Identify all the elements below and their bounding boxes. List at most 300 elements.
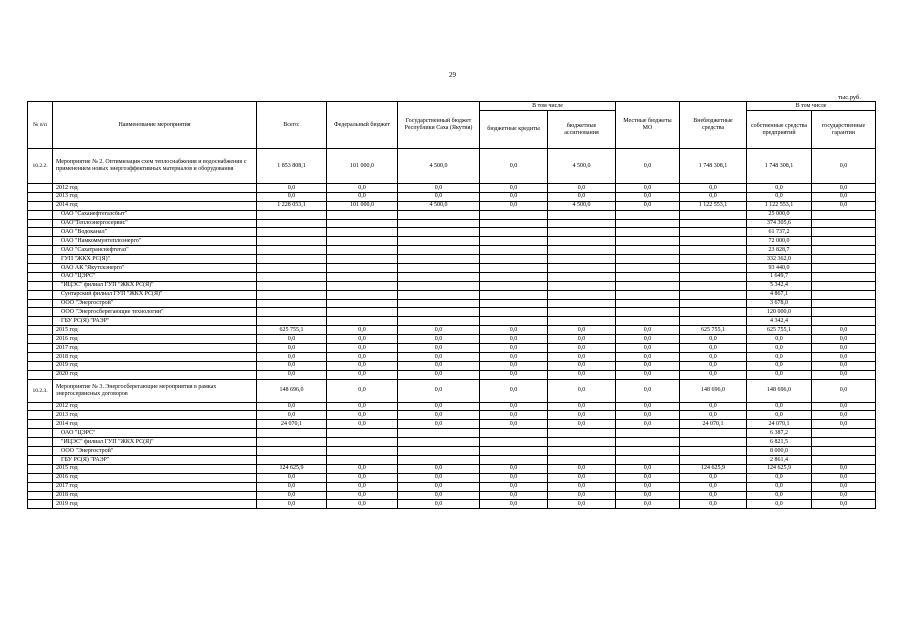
code-cell xyxy=(28,464,53,473)
value-cell: 0,0 xyxy=(257,482,327,491)
value-cell: 148 696,0 xyxy=(680,379,747,402)
empty-cell xyxy=(480,255,548,264)
empty-cell xyxy=(257,264,327,273)
header-assign: бюджетные ассигнования xyxy=(548,111,616,149)
empty-cell xyxy=(398,317,480,326)
value-cell: 0,0 xyxy=(327,192,398,201)
table-row xyxy=(28,464,876,473)
empty-cell xyxy=(548,455,616,464)
empty-cell xyxy=(680,246,747,255)
empty-cell xyxy=(480,455,548,464)
empty-cell xyxy=(680,308,747,317)
value-cell: 0,0 xyxy=(812,149,876,184)
value-cell: 0,0 xyxy=(812,411,876,420)
own-funds-value: 25 000,0 xyxy=(747,210,812,219)
year-label: 2019 год xyxy=(53,361,257,370)
empty-cell xyxy=(257,290,327,299)
empty-cell xyxy=(812,246,876,255)
own-funds-value: 6 821,5 xyxy=(747,438,812,447)
value-cell: 0,0 xyxy=(398,361,480,370)
value-cell: 0,0 xyxy=(747,473,812,482)
empty-cell xyxy=(257,237,327,246)
value-cell: 0,0 xyxy=(327,420,398,429)
empty-cell xyxy=(812,272,876,281)
value-cell: 0,0 xyxy=(747,335,812,344)
value-cell: 0,0 xyxy=(747,402,812,411)
value-cell: 0,0 xyxy=(616,491,680,500)
value-cell: 0,0 xyxy=(680,491,747,500)
value-cell: 625 755,1 xyxy=(257,326,327,335)
value-cell: 0,0 xyxy=(680,370,747,379)
value-cell: 0,0 xyxy=(812,482,876,491)
own-funds-value: 23 828,7 xyxy=(747,246,812,255)
value-cell: 0,0 xyxy=(257,370,327,379)
value-cell: 0,0 xyxy=(257,411,327,420)
value-cell: 0,0 xyxy=(257,361,327,370)
value-cell: 0,0 xyxy=(480,420,548,429)
value-cell: 0,0 xyxy=(480,464,548,473)
empty-cell xyxy=(480,308,548,317)
empty-cell xyxy=(480,219,548,228)
empty-cell xyxy=(616,299,680,308)
measure-name: Мероприятие № 2. Оптимизация схем теплоснабжения и водоснабжения с применением новых энергоэффективных материалов и оборудования xyxy=(53,149,257,184)
empty-cell xyxy=(327,219,398,228)
empty-cell xyxy=(548,447,616,456)
own-funds-value: 6 387,2 xyxy=(747,429,812,438)
empty-cell xyxy=(548,219,616,228)
value-cell: 0,0 xyxy=(812,491,876,500)
value-cell: 0,0 xyxy=(616,192,680,201)
value-cell: 0,0 xyxy=(812,420,876,429)
empty-cell xyxy=(548,317,616,326)
empty-cell xyxy=(680,210,747,219)
year-label: 2018 год xyxy=(53,491,257,500)
empty-cell xyxy=(257,219,327,228)
value-cell: 0,0 xyxy=(327,402,398,411)
code-cell xyxy=(28,473,53,482)
value-cell: 0,0 xyxy=(812,361,876,370)
value-cell: 0,0 xyxy=(398,491,480,500)
value-cell: 0,0 xyxy=(616,361,680,370)
organization-name: ОАО "ЦЭРС" xyxy=(53,429,257,438)
empty-cell xyxy=(680,290,747,299)
value-cell: 0,0 xyxy=(327,184,398,193)
value-cell: 0,0 xyxy=(480,500,548,509)
table-row xyxy=(28,420,876,429)
code-cell xyxy=(28,491,53,500)
value-cell: 0,0 xyxy=(812,402,876,411)
value-cell: 0,0 xyxy=(616,335,680,344)
value-cell: 101 000,0 xyxy=(327,201,398,210)
value-cell: 0,0 xyxy=(327,326,398,335)
empty-cell xyxy=(680,429,747,438)
year-label: 2016 год xyxy=(53,473,257,482)
header-no: № п/п xyxy=(28,102,53,149)
empty-cell xyxy=(257,228,327,237)
value-cell: 0,0 xyxy=(327,361,398,370)
empty-cell xyxy=(548,281,616,290)
organization-name: ОАО "Намкоммунтеплоэнерго" xyxy=(53,237,257,246)
organization-name: ООО "Энергосберегающие технологии" xyxy=(53,308,257,317)
empty-cell xyxy=(480,228,548,237)
value-cell: 0,0 xyxy=(480,344,548,353)
code-cell xyxy=(28,237,53,246)
value-cell: 0,0 xyxy=(616,344,680,353)
value-cell: 0,0 xyxy=(480,326,548,335)
table-row xyxy=(28,201,876,210)
year-label: 2017 год xyxy=(53,344,257,353)
value-cell: 0,0 xyxy=(548,464,616,473)
organization-name: ОАО "Сахаиефтегазсбыт" xyxy=(53,210,257,219)
value-cell: 0,0 xyxy=(548,344,616,353)
value-cell: 0,0 xyxy=(747,352,812,361)
empty-cell xyxy=(327,299,398,308)
empty-cell xyxy=(680,228,747,237)
value-cell: 0,0 xyxy=(616,473,680,482)
value-cell: 0,0 xyxy=(480,402,548,411)
value-cell: 4 500,0 xyxy=(398,149,480,184)
value-cell: 0,0 xyxy=(616,326,680,335)
code-cell xyxy=(28,344,53,353)
value-cell: 148 696,0 xyxy=(747,379,812,402)
empty-cell xyxy=(327,317,398,326)
value-cell: 0,0 xyxy=(680,473,747,482)
own-funds-value: 4 342,4 xyxy=(747,317,812,326)
value-cell: 0,0 xyxy=(548,352,616,361)
value-cell: 1 853 808,1 xyxy=(257,149,327,184)
value-cell: 0,0 xyxy=(548,370,616,379)
empty-cell xyxy=(327,210,398,219)
own-funds-value: 5 342,4 xyxy=(747,281,812,290)
table-row xyxy=(28,500,876,509)
value-cell: 0,0 xyxy=(398,184,480,193)
value-cell: 0,0 xyxy=(548,500,616,509)
header-state: Государственный бюджет Республики Саха (Якутия) xyxy=(398,102,480,149)
value-cell: 0,0 xyxy=(548,361,616,370)
value-cell: 0,0 xyxy=(257,344,327,353)
empty-cell xyxy=(812,281,876,290)
value-cell: 0,0 xyxy=(747,370,812,379)
value-cell: 0,0 xyxy=(747,411,812,420)
value-cell: 0,0 xyxy=(398,500,480,509)
empty-cell xyxy=(257,447,327,456)
organization-name: ГУП "ЖКХ РС(Я)" xyxy=(53,255,257,264)
table-row xyxy=(28,455,876,464)
empty-cell xyxy=(257,317,327,326)
empty-cell xyxy=(398,447,480,456)
value-cell: 0,0 xyxy=(398,420,480,429)
code-cell xyxy=(28,411,53,420)
value-cell: 0,0 xyxy=(480,352,548,361)
value-cell: 0,0 xyxy=(747,491,812,500)
empty-cell xyxy=(680,237,747,246)
measure-code: 10.2.2. xyxy=(28,149,53,184)
value-cell: 0,0 xyxy=(257,192,327,201)
value-cell: 0,0 xyxy=(616,482,680,491)
value-cell: 0,0 xyxy=(616,464,680,473)
value-cell: 0,0 xyxy=(327,482,398,491)
empty-cell xyxy=(548,255,616,264)
empty-cell xyxy=(327,447,398,456)
value-cell: 625 755,1 xyxy=(680,326,747,335)
value-cell: 0,0 xyxy=(616,149,680,184)
value-cell: 0,0 xyxy=(327,344,398,353)
code-cell xyxy=(28,438,53,447)
organization-name: ОАО "Водоканал" xyxy=(53,228,257,237)
empty-cell xyxy=(548,429,616,438)
empty-cell xyxy=(257,210,327,219)
empty-cell xyxy=(680,317,747,326)
table-row xyxy=(28,352,876,361)
own-funds-value: 3 678,0 xyxy=(747,299,812,308)
empty-cell xyxy=(616,447,680,456)
empty-cell xyxy=(257,429,327,438)
value-cell: 0,0 xyxy=(812,500,876,509)
empty-cell xyxy=(480,317,548,326)
header-incl-group-2: В том числе xyxy=(747,102,876,111)
value-cell: 0,0 xyxy=(548,473,616,482)
empty-cell xyxy=(480,447,548,456)
value-cell: 0,0 xyxy=(327,464,398,473)
empty-cell xyxy=(812,317,876,326)
empty-cell xyxy=(548,299,616,308)
table-row xyxy=(28,272,876,281)
units-label: тыс.руб. xyxy=(838,94,861,101)
value-cell: 0,0 xyxy=(480,149,548,184)
value-cell: 0,0 xyxy=(327,379,398,402)
value-cell: 4 500,0 xyxy=(548,149,616,184)
table-row xyxy=(28,379,876,402)
value-cell: 0,0 xyxy=(812,326,876,335)
table-row xyxy=(28,429,876,438)
year-label: 2014 год xyxy=(53,201,257,210)
empty-cell xyxy=(812,429,876,438)
empty-cell xyxy=(398,237,480,246)
value-cell: 0,0 xyxy=(747,361,812,370)
empty-cell xyxy=(398,272,480,281)
empty-cell xyxy=(680,219,747,228)
value-cell: 124 625,9 xyxy=(680,464,747,473)
organization-name: ОАО "ЦЭРС" xyxy=(53,272,257,281)
own-funds-value: 4 867,1 xyxy=(747,290,812,299)
empty-cell xyxy=(480,264,548,273)
year-label: 2020 год xyxy=(53,370,257,379)
empty-cell xyxy=(812,308,876,317)
table-row xyxy=(28,299,876,308)
empty-cell xyxy=(616,228,680,237)
header-federal: Федеральный бюджет xyxy=(327,102,398,149)
empty-cell xyxy=(812,237,876,246)
value-cell: 0,0 xyxy=(257,500,327,509)
empty-cell xyxy=(398,290,480,299)
page-number: 29 xyxy=(449,71,456,79)
table-row xyxy=(28,290,876,299)
year-label: 2012 год xyxy=(53,402,257,411)
value-cell: 0,0 xyxy=(480,192,548,201)
value-cell: 0,0 xyxy=(680,402,747,411)
table-row xyxy=(28,447,876,456)
empty-cell xyxy=(327,281,398,290)
year-label: 2013 год xyxy=(53,192,257,201)
empty-cell xyxy=(327,429,398,438)
year-label: 2012 год xyxy=(53,184,257,193)
value-cell: 24 070,1 xyxy=(257,420,327,429)
value-cell: 0,0 xyxy=(480,335,548,344)
code-cell xyxy=(28,361,53,370)
value-cell: 0,0 xyxy=(480,411,548,420)
measure-name: Мероприятие № 3. Энергосберегающие мероприятия в рамках энергосервисных договоров xyxy=(53,379,257,402)
own-funds-value: 8 000,0 xyxy=(747,447,812,456)
code-cell xyxy=(28,219,53,228)
own-funds-value: 61 737,2 xyxy=(747,228,812,237)
empty-cell xyxy=(327,264,398,273)
value-cell: 0,0 xyxy=(616,352,680,361)
table-row xyxy=(28,255,876,264)
header-total: Всего: xyxy=(257,102,327,149)
table-row xyxy=(28,335,876,344)
table-row xyxy=(28,184,876,193)
empty-cell xyxy=(812,455,876,464)
value-cell: 0,0 xyxy=(812,352,876,361)
code-cell xyxy=(28,299,53,308)
empty-cell xyxy=(398,438,480,447)
table-row xyxy=(28,344,876,353)
code-cell xyxy=(28,420,53,429)
table-row xyxy=(28,326,876,335)
code-cell xyxy=(28,352,53,361)
own-funds-value: 93 440,0 xyxy=(747,264,812,273)
header-own: собственные средства предприятий xyxy=(747,111,812,149)
empty-cell xyxy=(616,264,680,273)
value-cell: 0,0 xyxy=(812,464,876,473)
empty-cell xyxy=(327,255,398,264)
value-cell: 0,0 xyxy=(548,411,616,420)
empty-cell xyxy=(680,255,747,264)
value-cell: 4 500,0 xyxy=(548,201,616,210)
own-funds-value: 72 000,0 xyxy=(747,237,812,246)
empty-cell xyxy=(480,237,548,246)
value-cell: 0,0 xyxy=(812,184,876,193)
empty-cell xyxy=(680,455,747,464)
value-cell: 0,0 xyxy=(257,335,327,344)
empty-cell xyxy=(257,272,327,281)
code-cell xyxy=(28,201,53,210)
empty-cell xyxy=(616,317,680,326)
value-cell: 0,0 xyxy=(616,402,680,411)
table-row xyxy=(28,317,876,326)
table-row xyxy=(28,149,876,184)
header-name: Наименование мероприятия xyxy=(53,102,257,149)
value-cell: 148 696,0 xyxy=(257,379,327,402)
own-funds-value: 2 861,4 xyxy=(747,455,812,464)
table-row xyxy=(28,361,876,370)
table-row xyxy=(28,491,876,500)
empty-cell xyxy=(616,308,680,317)
empty-cell xyxy=(480,246,548,255)
empty-cell xyxy=(257,299,327,308)
organization-name: ГБУ РС(Я) "РАЭР" xyxy=(53,455,257,464)
header-offbudget: Внебюджетные средства xyxy=(680,102,747,149)
value-cell: 0,0 xyxy=(680,192,747,201)
empty-cell xyxy=(398,264,480,273)
value-cell: 0,0 xyxy=(257,491,327,500)
organization-name: ООО "Энергострой" xyxy=(53,447,257,456)
empty-cell xyxy=(548,210,616,219)
empty-cell xyxy=(480,210,548,219)
organization-name: "ИЦЭС" филиал ГУП "ЖКХ РС(Я)" xyxy=(53,438,257,447)
code-cell xyxy=(28,272,53,281)
value-cell: 0,0 xyxy=(398,402,480,411)
organization-name: ООО "Энергострой" xyxy=(53,299,257,308)
value-cell: 0,0 xyxy=(327,473,398,482)
value-cell: 0,0 xyxy=(327,500,398,509)
empty-cell xyxy=(548,264,616,273)
empty-cell xyxy=(398,255,480,264)
organization-name: ОАО АК "Якутскэнерго" xyxy=(53,264,257,273)
year-label: 2016 год xyxy=(53,335,257,344)
year-label: 2015 год xyxy=(53,464,257,473)
value-cell: 0,0 xyxy=(616,411,680,420)
value-cell: 1 748 308,1 xyxy=(747,149,812,184)
value-cell: 0,0 xyxy=(257,352,327,361)
organization-name: "ИЦЭС" филиал ГУП "ЖКХ РС(Я)" xyxy=(53,281,257,290)
empty-cell xyxy=(812,264,876,273)
value-cell: 0,0 xyxy=(812,379,876,402)
header-incl-group-1: В том числе xyxy=(480,102,616,111)
value-cell: 0,0 xyxy=(480,491,548,500)
code-cell xyxy=(28,210,53,219)
value-cell: 0,0 xyxy=(680,352,747,361)
code-cell xyxy=(28,308,53,317)
value-cell: 24 070,1 xyxy=(680,420,747,429)
value-cell: 0,0 xyxy=(480,370,548,379)
table-row xyxy=(28,246,876,255)
empty-cell xyxy=(480,272,548,281)
empty-cell xyxy=(257,281,327,290)
value-cell: 0,0 xyxy=(327,411,398,420)
empty-cell xyxy=(257,246,327,255)
table-row xyxy=(28,473,876,482)
year-label: 2018 год xyxy=(53,352,257,361)
empty-cell xyxy=(812,290,876,299)
value-cell: 0,0 xyxy=(257,402,327,411)
empty-cell xyxy=(480,438,548,447)
empty-cell xyxy=(680,299,747,308)
empty-cell xyxy=(257,455,327,464)
value-cell: 0,0 xyxy=(398,335,480,344)
table-row xyxy=(28,237,876,246)
empty-cell xyxy=(812,219,876,228)
table-row xyxy=(28,402,876,411)
own-funds-value: 120 000,0 xyxy=(747,308,812,317)
empty-cell xyxy=(327,228,398,237)
empty-cell xyxy=(480,429,548,438)
value-cell: 0,0 xyxy=(398,326,480,335)
empty-cell xyxy=(616,210,680,219)
empty-cell xyxy=(327,290,398,299)
header-guarantee: государственные гарантии xyxy=(812,111,876,149)
value-cell: 0,0 xyxy=(480,184,548,193)
value-cell: 0,0 xyxy=(398,344,480,353)
value-cell: 625 755,1 xyxy=(747,326,812,335)
code-cell xyxy=(28,255,53,264)
value-cell: 0,0 xyxy=(616,184,680,193)
value-cell: 0,0 xyxy=(680,335,747,344)
organization-name: ГБУ РС(Я) "РАЭР" xyxy=(53,317,257,326)
empty-cell xyxy=(812,447,876,456)
empty-cell xyxy=(398,219,480,228)
value-cell: 0,0 xyxy=(398,482,480,491)
